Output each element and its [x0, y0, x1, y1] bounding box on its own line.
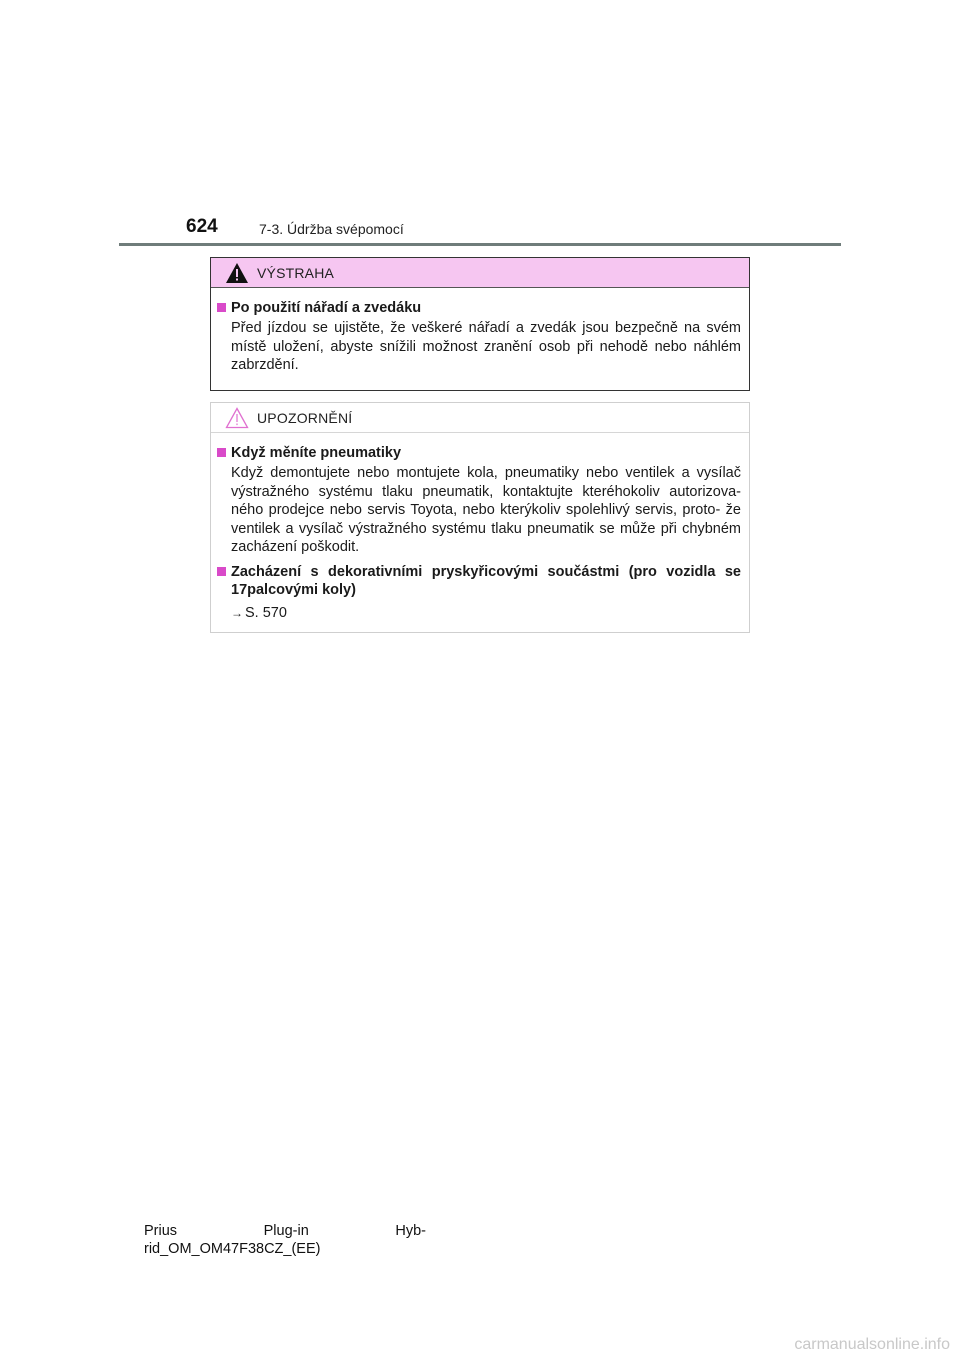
caution-item-heading-text: Když měníte pneumatiky: [231, 445, 402, 461]
warning-body: [211, 288, 749, 375]
square-bullet-icon: [217, 448, 226, 457]
caution-triangle-outline-icon: [225, 407, 249, 429]
warning-header: [211, 258, 749, 288]
warning-triangle-filled-icon: [225, 262, 249, 284]
square-bullet-icon: [217, 567, 226, 576]
arrow-right-icon: →: [231, 605, 243, 620]
footer-word: Plug-in: [263, 1223, 309, 1239]
page-number: 624: [186, 216, 218, 237]
caution-item: [217, 563, 741, 621]
warning-label: VÝSTRAHA: [257, 264, 335, 281]
footer-document-id: [144, 1222, 426, 1258]
footer-word: Prius: [144, 1223, 178, 1239]
section-title: 7-3. Údržba svépomocí: [259, 221, 404, 237]
page-reference: [231, 605, 741, 621]
footer-word: Hyb-: [395, 1223, 426, 1239]
watermark: carmanualsonline.info: [794, 1336, 950, 1353]
warning-item-heading: [217, 299, 741, 317]
warning-box: [210, 257, 750, 391]
warning-item-text: Před jízdou se ujistěte, že veškeré nářadí a zvedák jsou bezpečně na svém místě uložení, abyste snížili možnost zranění osob při nehodě nebo náhlém zabrzdění.: [231, 320, 741, 373]
page-reference-text: S. 570: [245, 604, 287, 621]
header-rule: [119, 243, 841, 246]
warning-item-heading-text: Po použití nářadí a zvedáku: [231, 300, 422, 316]
caution-header: [211, 403, 749, 433]
caution-label: UPOZORNĚNÍ: [257, 409, 353, 426]
caution-item-heading: [217, 444, 741, 462]
caution-item: [217, 444, 741, 557]
caution-item-heading: [217, 563, 741, 599]
square-bullet-icon: [217, 303, 226, 312]
warning-item: [217, 299, 741, 375]
footer-line-1: [144, 1222, 426, 1240]
caution-box: [210, 402, 750, 633]
caution-item-heading-text: Zacházení s dekorativními pryskyřicovými součástmi (pro vozidla se 17palcovými koly): [231, 563, 741, 598]
footer-line-2: rid_OM_OM47F38CZ_(EE): [144, 1241, 321, 1257]
caution-item-text: Když demontujete nebo montujete kola, pneumatiky nebo ventilek a vysílač výstražného systému tlaku pneumatik, kontaktujte kteréhokoliv autorizova- ného prodejce nebo servis Toyota, nebo kterýkoliv spolehlivý servis, proto- že ventilek a vysílač výstražného systému tlaku pneumatik se může při chybném zacházení poškodit.: [231, 465, 741, 555]
caution-body: [211, 433, 749, 621]
